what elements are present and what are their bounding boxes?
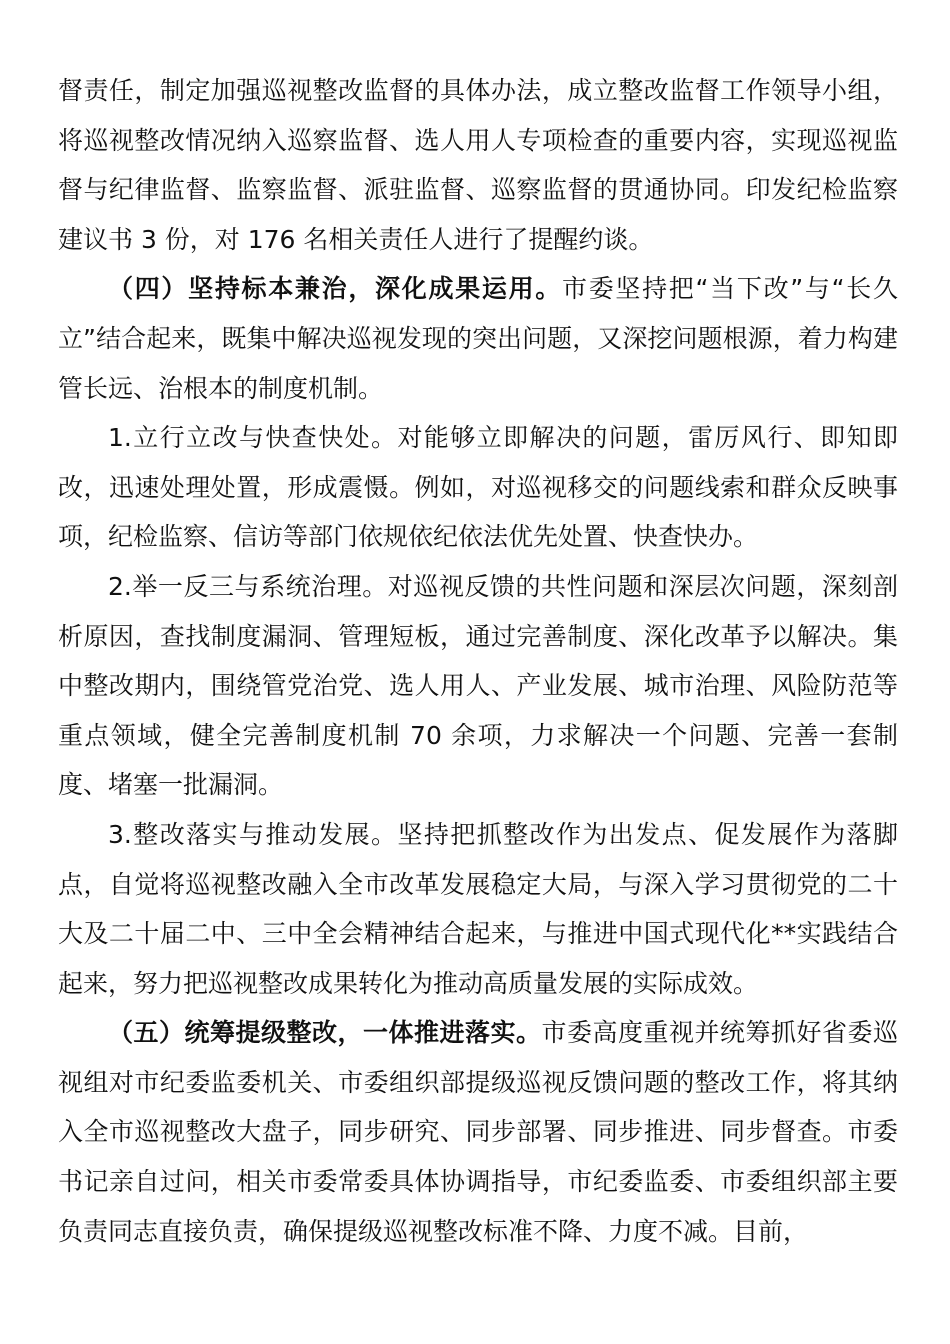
paragraph-section-four [58, 264, 898, 413]
section-heading-five: （五）统筹提级整改，一体推进落实。 [108, 1018, 542, 1048]
paragraph-item-2 [58, 562, 898, 810]
paragraph-text: 督责任，制定加强巡视整改监督的具体办法，成立整改监督工作领导小组，将巡视整改情况纳入巡察监督、选人用人专项检查的重要内容，实现巡视监督与纪律监督、监察监督、派驻监督、巡察监督的贯通协同。印发纪检监察建议书 3 份，对 176 名相关责任人进行了提醒约谈。 [58, 76, 898, 254]
paragraph-item-1 [58, 413, 898, 562]
document-page [58, 66, 898, 1256]
paragraph-text: 市委高度重视并统筹抓好省委巡视组对市纪委监委机关、市委组织部提级巡视反馈问题的整改工作，将其纳入全市巡视整改大盘子，同步研究、同步部署、同步推进、同步督查。市委书记亲自过问，相关市委常委具体协调指导，市纪委监委、市委组织部主要负责同志直接负责，确保提级巡视整改标准不降、力度不减。目前， [58, 1018, 898, 1246]
section-heading-four: （四）坚持标本兼治，深化成果运用。 [108, 274, 562, 304]
paragraph-text: 2.举一反三与系统治理。对巡视反馈的共性问题和深层次问题，深刻剖析原因，查找制度漏洞、管理短板，通过完善制度、深化改革予以解决。集中整改期内，围绕管党治党、选人用人、产业发展、城市治理、风险防范等重点领域，健全完善制度机制 70 余项，力求解决一个问题、完善一套制度、堵塞一批漏洞。 [58, 571, 898, 800]
paragraph-section-five [58, 1008, 898, 1256]
paragraph-continuation [58, 66, 898, 264]
paragraph-text: 市委坚持把“当下改”与“长久立”结合起来，既集中解决巡视发现的突出问题，又深挖问题根源，着力构建管长远、治根本的制度机制。 [58, 274, 898, 403]
paragraph-text: 3.整改落实与推动发展。坚持把抓整改作为出发点、促发展作为落脚点，自觉将巡视整改融入全市改革发展稳定大局，与深入学习贯彻党的二十大及二十届二中、三中全会精神结合起来，与推进中国式现代化**实践结合起来，努力把巡视整改成果转化为推动高质量发展的实际成效。 [58, 819, 898, 998]
paragraph-item-3 [58, 810, 898, 1008]
paragraph-text: 1.立行立改与快查快处。对能够立即解决的问题，雷厉风行、即知即改，迅速处理处置，形成震慑。例如，对巡视移交的问题线索和群众反映事项，纪检监察、信访等部门依规依纪依法优先处置、快查快办。 [58, 423, 898, 552]
